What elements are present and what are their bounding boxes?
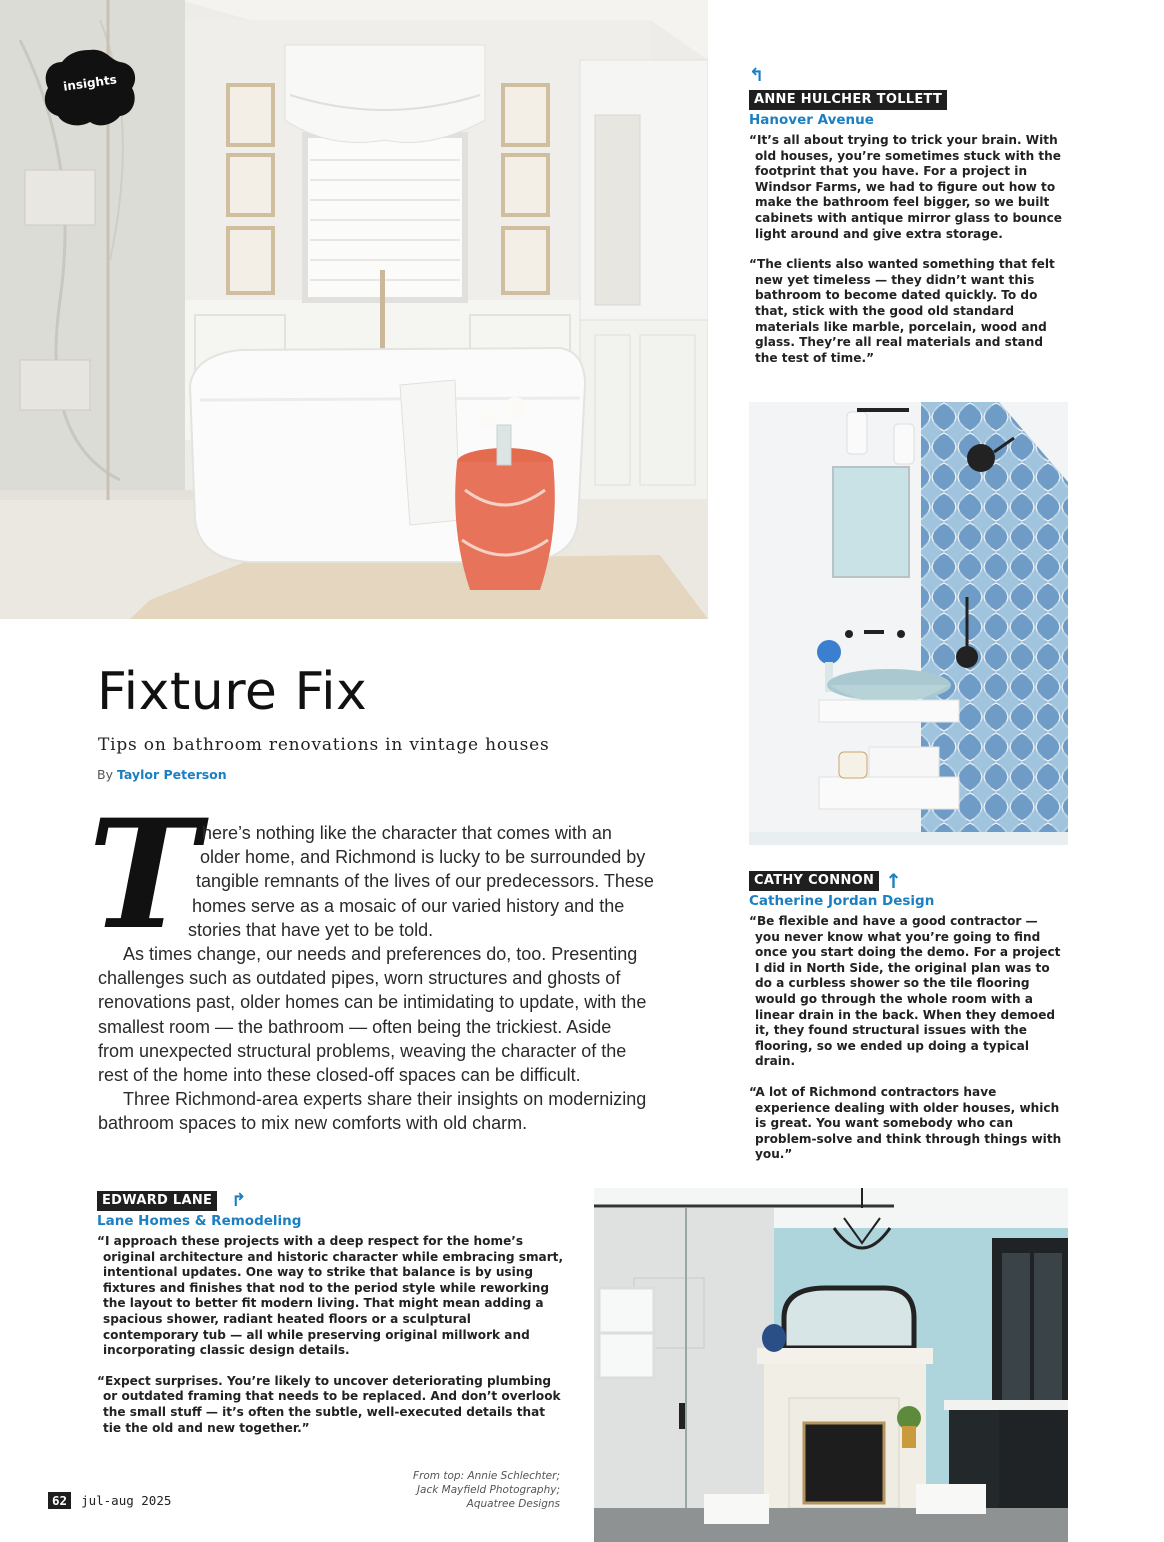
expert-name: ANNE HULCHER TOLLETT [749, 90, 947, 110]
expert-quote: “A lot of Richmond contractors have experience dealing with older houses, which is great. You want somebody who can problem-solve and think through things with you.” [749, 1084, 1062, 1162]
photo-aqua-bathroom [594, 1188, 1068, 1542]
body-line: challenges such as outdated pipes, worn structures and ghosts of [98, 968, 621, 989]
body-line: renovations past, older homes can be intimidating to update, with the [98, 992, 647, 1013]
body-line: from unexpected structural problems, weaving the character of the [98, 1040, 627, 1061]
body-line: rest of the home into these closed-off spaces can be difficult. [98, 1065, 581, 1086]
expert-company: Lane Homes & Remodeling [97, 1213, 302, 1229]
credit-line: Jack Mayfield Photography; [416, 1484, 560, 1497]
body-line: Three Richmond-area experts share their insights on modernizing [123, 1089, 647, 1110]
expert-block-connon [749, 871, 1064, 1163]
credit-line: From top: Annie Schlechter; [413, 1470, 560, 1482]
expert-company: Catherine Jordan Design [749, 893, 935, 909]
expert-quote: “I approach these projects with a deep respect for the home’s original architecture and historic character while embracing smart, intentional updates. One way to strike that balance is by using fixtures and finishes that nod to the period style while reworking the layout to better fit modern living. That might mean adding a spacious shower, radiant heated floors or a sculptural contemporary tub — all while preserving original millwork and incorporating classic design details. [97, 1234, 564, 1358]
expert-company: Hanover Avenue [749, 112, 874, 128]
body-line: bathroom spaces to mix new comforts with old charm. [98, 1113, 528, 1134]
article-body [98, 821, 706, 1136]
expert-quote: “The clients also wanted something that felt new yet timeless — they didn’t want this bathroom to become dated quickly. To do that, stick with the good old standard materials like marble, porcelain, wood and glass. They’re all real materials and stand the test of time.” [749, 257, 1055, 365]
expert-block-lane [97, 1191, 567, 1436]
expert-quote: “It’s all about trying to trick your brain. With old houses, you’re sometimes stuck with the footprint that you have. For a project in Windsor Farms, we had to figure out how to make the bathroom feel bigger, so we built cabinets with antique mirror glass to bounce light around and give extra storage. [749, 133, 1063, 241]
byline-author: Taylor Peterson [116, 767, 227, 782]
expert-name: EDWARD LANE [97, 1191, 217, 1211]
arrow-icon: ↱ [231, 1190, 247, 1211]
byline-prefix: By [97, 767, 113, 782]
badge-label: insights [62, 72, 118, 94]
drop-cap: T [88, 787, 200, 963]
expert-quote: “Expect surprises. You’re likely to uncover deteriorating plumbing or outdated framing that needs to be replaced. And don’t overlook the small stuff — it’s often the subtle, well-executed details that tie the old and new together.” [97, 1373, 561, 1435]
expert-name: CATHY CONNON [749, 871, 879, 891]
photo-credit [360, 1469, 560, 1512]
credit-line: Aquatree Designs [466, 1498, 560, 1511]
body-line: As times change, our needs and preferences do, too. Presenting [123, 944, 638, 965]
expert-block-tollett [749, 66, 1064, 366]
folio [48, 1493, 171, 1508]
arrow-icon: ↑ [885, 869, 902, 893]
byline [97, 767, 227, 782]
article-subtitle: Tips on bathroom renovations in vintage houses [98, 735, 550, 755]
body-line: here’s nothing like the character that comes with an [202, 823, 612, 843]
photo-blue-tile-bathroom [749, 402, 1068, 845]
body-line: homes serve as a mosaic of our varied history and the [192, 895, 625, 916]
body-line: smallest room — the bathroom — often being the trickiest. Aside [98, 1016, 612, 1037]
body-line: stories that have yet to be told. [188, 919, 434, 940]
expert-quote: “Be flexible and have a good contractor — you never know what you’re going to find once you start doing the demo. For a project I did in North Side, the original plan was to do a curbless shower so the tile flooring would go through the whole room with a linear drain in the back. When they demoed it, they found structural issues with the flooring, so we ended up doing a typical drain. [749, 914, 1061, 1069]
body-line: tangible remnants of the lives of our predecessors. These [196, 871, 654, 892]
arrow-icon: ↰ [749, 65, 765, 86]
issue-date: jul-aug 2025 [81, 1493, 172, 1508]
insights-badge [40, 46, 140, 130]
article-title: Fixture Fix [97, 662, 368, 722]
page-number: 62 [48, 1492, 71, 1509]
body-line: older home, and Richmond is lucky to be surrounded by [200, 847, 646, 868]
